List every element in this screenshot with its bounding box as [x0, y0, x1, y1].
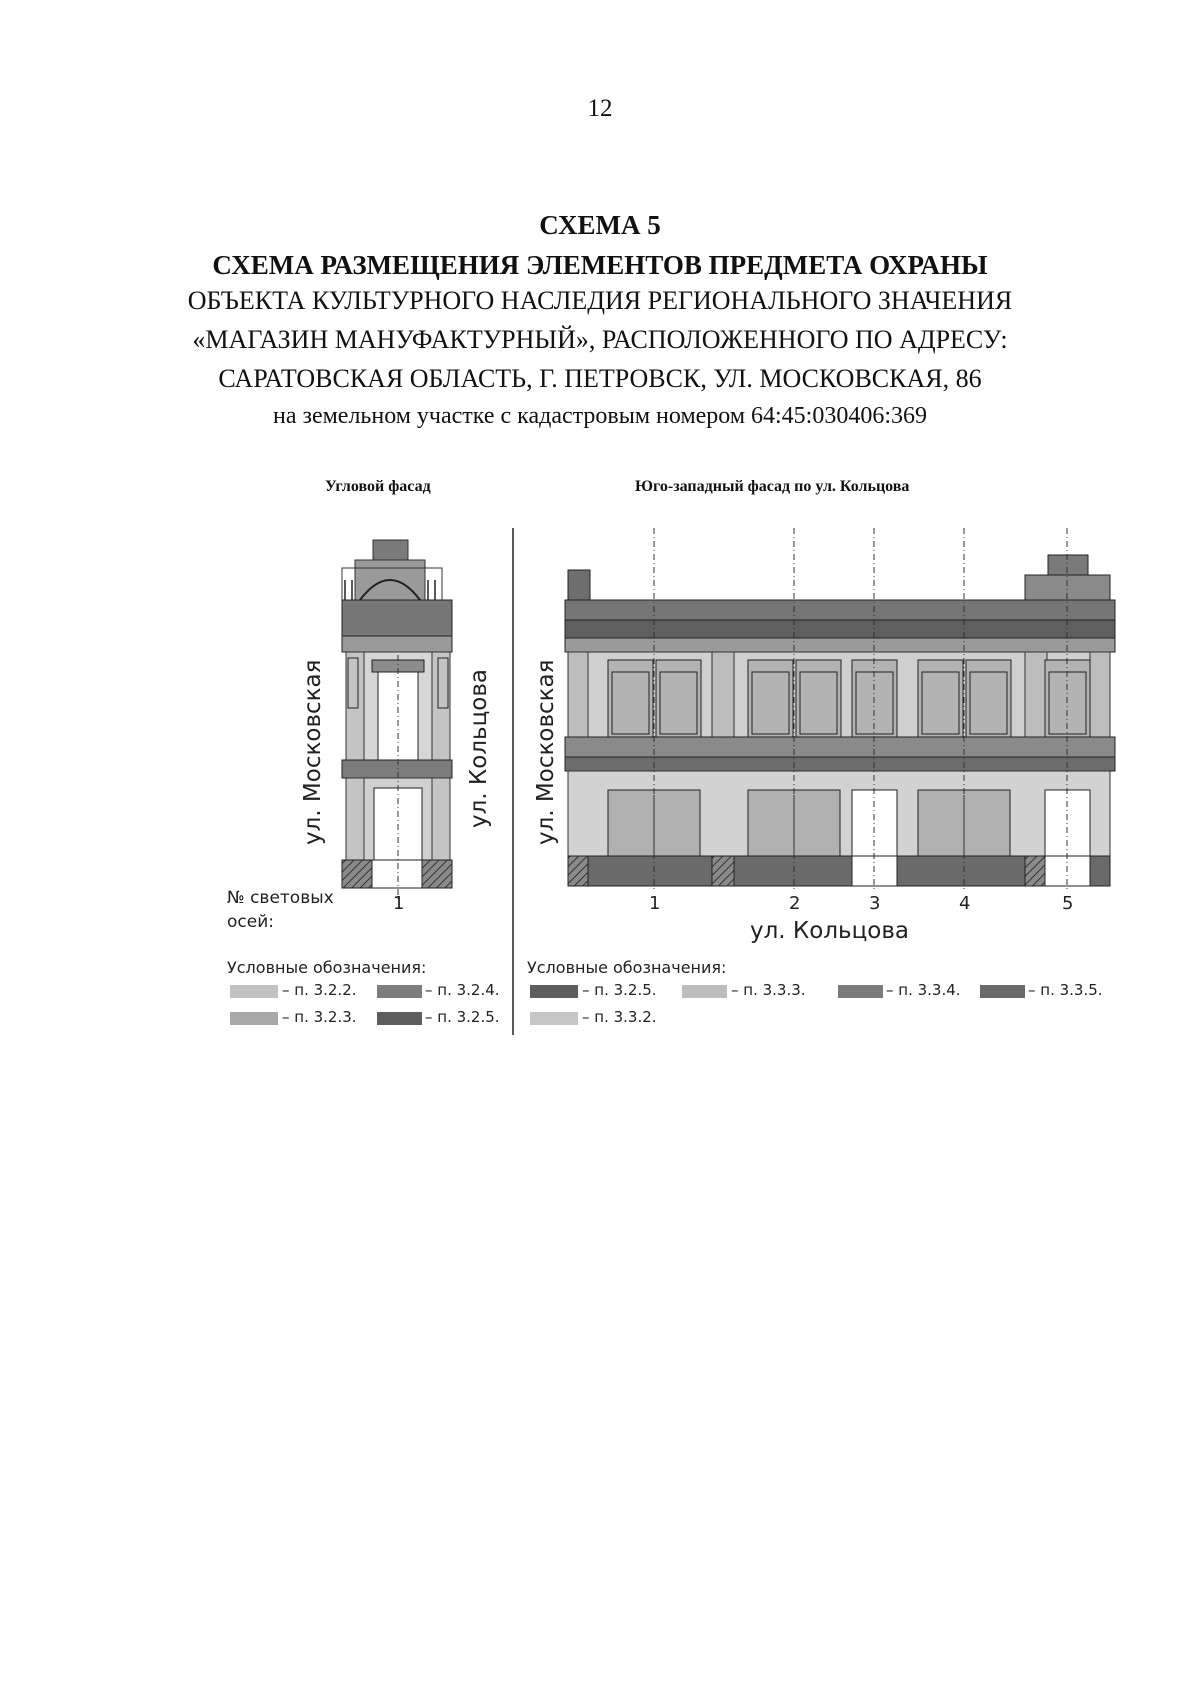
- legend-swatch: [377, 985, 422, 998]
- legend-label: – п. 3.3.3.: [731, 981, 806, 999]
- axes-label-line2: осей:: [227, 912, 274, 932]
- southwest-axis-2: 2: [789, 893, 801, 914]
- southwest-street-bottom: ул. Кольцова: [750, 918, 909, 944]
- southwest-facade-title: Юго-западный фасад по ул. Кольцова: [635, 478, 910, 495]
- corner-street-right: ул. Кольцова: [466, 669, 492, 828]
- object-name-line: «МАГАЗИН МАНУФАКТУРНЫЙ», РАСПОЛОЖЕННОГО ПО АДРЕСУ:: [192, 325, 1008, 354]
- legend-label: – п. 3.3.4.: [886, 981, 961, 999]
- legend-swatch: [530, 985, 578, 998]
- legend-label: – п. 3.3.5.: [1028, 981, 1103, 999]
- corner-axis-1: 1: [393, 893, 405, 914]
- legend-swatch: [230, 1012, 278, 1025]
- corner-street-left: ул. Московская: [300, 659, 326, 845]
- southwest-axis-1: 1: [649, 893, 661, 914]
- southwest-legend-title: Условные обозначения:: [527, 958, 727, 977]
- axes-label-line1: № световых: [227, 888, 334, 908]
- corner-legend-title: Условные обозначения:: [227, 958, 427, 977]
- legend-label: – п. 3.2.5.: [582, 981, 657, 999]
- corner-facade-drawing: [342, 540, 452, 900]
- scheme-title: СХЕМА РАЗМЕЩЕНИЯ ЭЛЕМЕНТОВ ПРЕДМЕТА ОХРАНЫ: [212, 250, 988, 280]
- legend-swatch: [530, 1012, 578, 1025]
- cadastral-line: на земельном участке с кадастровым номером 64:45:030406:369: [272, 403, 928, 429]
- address-line: САРАТОВСКАЯ ОБЛАСТЬ, Г. ПЕТРОВСК, УЛ. МОСКОВСКАЯ, 86: [218, 364, 982, 393]
- legend-label: – п. 3.2.3.: [282, 1008, 357, 1026]
- object-line: ОБЪЕКТА КУЛЬТУРНОГО НАСЛЕДИЯ РЕГИОНАЛЬНОГО ЗНАЧЕНИЯ: [187, 286, 1013, 315]
- legend-swatch: [838, 985, 883, 998]
- legend-label: – п. 3.2.4.: [425, 981, 500, 999]
- southwest-facade-drawing: [565, 528, 1115, 890]
- legend-swatch: [230, 985, 278, 998]
- legend-swatch: [682, 985, 727, 998]
- legend-swatch: [980, 985, 1025, 998]
- southwest-axis-4: 4: [959, 893, 971, 914]
- legend-label: – п. 3.2.5.: [425, 1008, 500, 1026]
- scheme-number: СХЕМА 5: [539, 210, 661, 240]
- page-number: 12: [587, 95, 613, 122]
- legend-swatch: [377, 1012, 422, 1025]
- southwest-street-left: ул. Московская: [533, 659, 559, 845]
- southwest-axis-5: 5: [1062, 893, 1074, 914]
- corner-facade-title: Угловой фасад: [325, 478, 431, 495]
- legend-label: – п. 3.2.2.: [282, 981, 357, 999]
- southwest-axis-3: 3: [869, 893, 881, 914]
- legend-label: – п. 3.3.2.: [582, 1008, 657, 1026]
